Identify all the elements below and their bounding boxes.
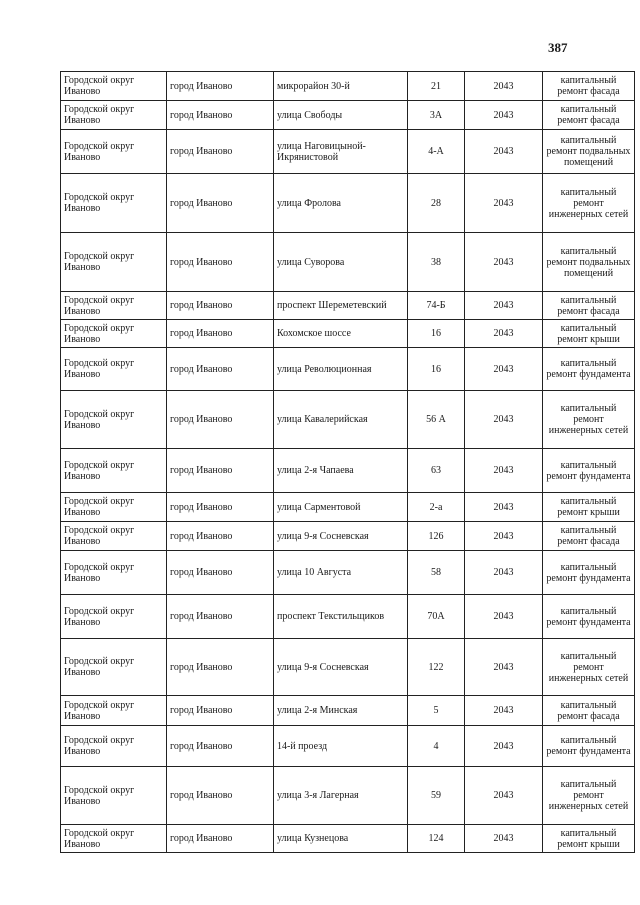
table-row bbox=[61, 449, 635, 493]
table-row bbox=[61, 493, 635, 522]
cell-year: 2043 bbox=[465, 639, 543, 696]
cell-street: улица Кавалерийская bbox=[274, 391, 408, 449]
cell-street: проспект Текстильщиков bbox=[274, 595, 408, 639]
cell-house-number: 16 bbox=[408, 348, 465, 391]
cell-city: город Иваново bbox=[167, 696, 274, 726]
cell-city: город Иваново bbox=[167, 130, 274, 174]
table-row bbox=[61, 767, 635, 825]
cell-street: Кохомское шоссе bbox=[274, 320, 408, 348]
table-row bbox=[61, 639, 635, 696]
cell-year: 2043 bbox=[465, 522, 543, 551]
cell-year: 2043 bbox=[465, 320, 543, 348]
cell-year: 2043 bbox=[465, 101, 543, 130]
cell-district: Городской округ Иваново bbox=[61, 551, 167, 595]
cell-house-number: 74-Б bbox=[408, 292, 465, 320]
cell-house-number: 63 bbox=[408, 449, 465, 493]
cell-street: улица 9-я Сосневская bbox=[274, 522, 408, 551]
cell-house-number: 38 bbox=[408, 233, 465, 292]
cell-city: город Иваново bbox=[167, 449, 274, 493]
cell-house-number: 4-А bbox=[408, 130, 465, 174]
cell-work-type: капитальный ремонт инженерных сетей bbox=[543, 639, 635, 696]
cell-district: Городской округ Иваново bbox=[61, 292, 167, 320]
cell-work-type: капитальный ремонт крыши bbox=[543, 825, 635, 853]
cell-street: улица Сарментовой bbox=[274, 493, 408, 522]
cell-year: 2043 bbox=[465, 493, 543, 522]
cell-district: Городской округ Иваново bbox=[61, 72, 167, 101]
table-row bbox=[61, 522, 635, 551]
cell-year: 2043 bbox=[465, 72, 543, 101]
cell-street: улица Фролова bbox=[274, 174, 408, 233]
cell-house-number: 4 bbox=[408, 726, 465, 767]
cell-work-type: капитальный ремонт фасада bbox=[543, 522, 635, 551]
cell-city: город Иваново bbox=[167, 726, 274, 767]
cell-city: город Иваново bbox=[167, 101, 274, 130]
cell-city: город Иваново bbox=[167, 825, 274, 853]
cell-city: город Иваново bbox=[167, 595, 274, 639]
cell-street: улица Свободы bbox=[274, 101, 408, 130]
cell-district: Городской округ Иваново bbox=[61, 174, 167, 233]
cell-district: Городской округ Иваново bbox=[61, 493, 167, 522]
cell-district: Городской округ Иваново bbox=[61, 595, 167, 639]
cell-city: город Иваново bbox=[167, 551, 274, 595]
cell-house-number: 21 bbox=[408, 72, 465, 101]
table-row bbox=[61, 348, 635, 391]
cell-year: 2043 bbox=[465, 130, 543, 174]
cell-work-type: капитальный ремонт крыши bbox=[543, 320, 635, 348]
table-row bbox=[61, 726, 635, 767]
cell-house-number: 122 bbox=[408, 639, 465, 696]
cell-district: Городской округ Иваново bbox=[61, 639, 167, 696]
page-number: 387 bbox=[548, 40, 568, 55]
cell-district: Городской округ Иваново bbox=[61, 449, 167, 493]
cell-district: Городской округ Иваново bbox=[61, 522, 167, 551]
table-row bbox=[61, 320, 635, 348]
cell-district: Городской округ Иваново bbox=[61, 130, 167, 174]
cell-house-number: 126 bbox=[408, 522, 465, 551]
cell-city: город Иваново bbox=[167, 72, 274, 101]
cell-year: 2043 bbox=[465, 174, 543, 233]
table-row bbox=[61, 130, 635, 174]
cell-work-type: капитальный ремонт фундамента bbox=[543, 449, 635, 493]
cell-work-type: капитальный ремонт фасада bbox=[543, 292, 635, 320]
table-row bbox=[61, 72, 635, 101]
table-row bbox=[61, 292, 635, 320]
cell-house-number: 124 bbox=[408, 825, 465, 853]
cell-street: улица Суворова bbox=[274, 233, 408, 292]
cell-work-type: капитальный ремонт фундамента bbox=[543, 726, 635, 767]
cell-year: 2043 bbox=[465, 726, 543, 767]
cell-district: Городской округ Иваново bbox=[61, 726, 167, 767]
cell-district: Городской округ Иваново bbox=[61, 348, 167, 391]
cell-city: город Иваново bbox=[167, 348, 274, 391]
cell-work-type: капитальный ремонт инженерных сетей bbox=[543, 174, 635, 233]
cell-district: Городской округ Иваново bbox=[61, 233, 167, 292]
repair-schedule-table bbox=[60, 71, 635, 853]
cell-year: 2043 bbox=[465, 825, 543, 853]
cell-year: 2043 bbox=[465, 595, 543, 639]
cell-year: 2043 bbox=[465, 391, 543, 449]
cell-city: город Иваново bbox=[167, 320, 274, 348]
cell-year: 2043 bbox=[465, 551, 543, 595]
cell-city: город Иваново bbox=[167, 391, 274, 449]
cell-work-type: капитальный ремонт фасада bbox=[543, 72, 635, 101]
cell-house-number: 59 bbox=[408, 767, 465, 825]
cell-work-type: капитальный ремонт фасада bbox=[543, 101, 635, 130]
cell-city: город Иваново bbox=[167, 292, 274, 320]
cell-street: 14-й проезд bbox=[274, 726, 408, 767]
cell-house-number: 58 bbox=[408, 551, 465, 595]
table-row bbox=[61, 391, 635, 449]
cell-year: 2043 bbox=[465, 292, 543, 320]
cell-house-number: 70А bbox=[408, 595, 465, 639]
cell-work-type: капитальный ремонт крыши bbox=[543, 493, 635, 522]
cell-house-number: 2-а bbox=[408, 493, 465, 522]
table-row bbox=[61, 825, 635, 853]
cell-city: город Иваново bbox=[167, 522, 274, 551]
cell-city: город Иваново bbox=[167, 767, 274, 825]
cell-work-type: капитальный ремонт подвальных помещений bbox=[543, 233, 635, 292]
cell-year: 2043 bbox=[465, 696, 543, 726]
cell-work-type: капитальный ремонт подвальных помещений bbox=[543, 130, 635, 174]
cell-district: Городской округ Иваново bbox=[61, 391, 167, 449]
cell-street: улица 3-я Лагерная bbox=[274, 767, 408, 825]
cell-work-type: капитальный ремонт инженерных сетей bbox=[543, 391, 635, 449]
cell-house-number: 16 bbox=[408, 320, 465, 348]
cell-street: улица 2-я Минская bbox=[274, 696, 408, 726]
cell-work-type: капитальный ремонт фундамента bbox=[543, 551, 635, 595]
cell-city: город Иваново bbox=[167, 233, 274, 292]
table-body bbox=[61, 72, 635, 853]
cell-street: улица 10 Августа bbox=[274, 551, 408, 595]
table-row bbox=[61, 174, 635, 233]
cell-year: 2043 bbox=[465, 449, 543, 493]
cell-district: Городской округ Иваново bbox=[61, 696, 167, 726]
cell-year: 2043 bbox=[465, 348, 543, 391]
table-row bbox=[61, 551, 635, 595]
cell-district: Городской округ Иваново bbox=[61, 101, 167, 130]
cell-street: микрорайон 30-й bbox=[274, 72, 408, 101]
table-row bbox=[61, 595, 635, 639]
cell-street: улица Революционная bbox=[274, 348, 408, 391]
cell-street: улица 9-я Сосневская bbox=[274, 639, 408, 696]
cell-house-number: 28 bbox=[408, 174, 465, 233]
cell-district: Городской округ Иваново bbox=[61, 320, 167, 348]
table-row bbox=[61, 101, 635, 130]
cell-city: город Иваново bbox=[167, 493, 274, 522]
cell-district: Городской округ Иваново bbox=[61, 825, 167, 853]
cell-house-number: 5 bbox=[408, 696, 465, 726]
cell-district: Городской округ Иваново bbox=[61, 767, 167, 825]
table-row bbox=[61, 233, 635, 292]
cell-street: проспект Шереметевский bbox=[274, 292, 408, 320]
cell-city: город Иваново bbox=[167, 174, 274, 233]
table-row bbox=[61, 696, 635, 726]
cell-street: улица 2-я Чапаева bbox=[274, 449, 408, 493]
cell-year: 2043 bbox=[465, 767, 543, 825]
cell-house-number: 56 А bbox=[408, 391, 465, 449]
cell-street: улица Кузнецова bbox=[274, 825, 408, 853]
cell-house-number: 3А bbox=[408, 101, 465, 130]
cell-work-type: капитальный ремонт инженерных сетей bbox=[543, 767, 635, 825]
cell-year: 2043 bbox=[465, 233, 543, 292]
cell-street: улица Наговицыной-Икрянистовой bbox=[274, 130, 408, 174]
cell-work-type: капитальный ремонт фундамента bbox=[543, 348, 635, 391]
cell-work-type: капитальный ремонт фундамента bbox=[543, 595, 635, 639]
cell-city: город Иваново bbox=[167, 639, 274, 696]
cell-work-type: капитальный ремонт фасада bbox=[543, 696, 635, 726]
